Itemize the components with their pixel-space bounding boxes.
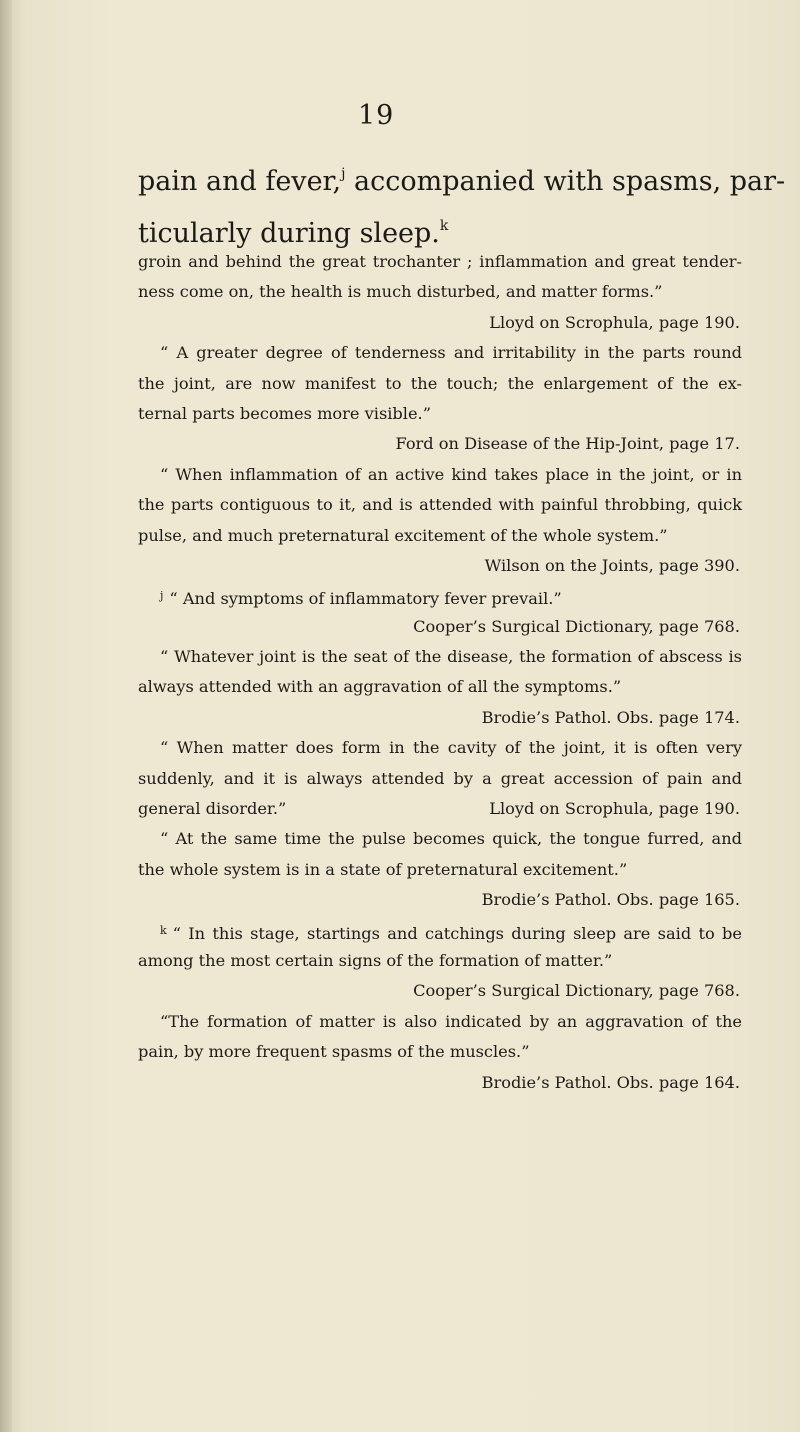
footnote-marker-j: j: [341, 166, 346, 182]
footnote-j-marker: j: [160, 589, 164, 603]
citation: Brodie’s Pathol. Obs. page 164.: [481, 1072, 740, 1092]
footnote-line: suddenly, and it is always attended by a great accession of pain and: [138, 768, 742, 788]
citation: Cooper’s Surgical Dictionary, page 768.: [413, 981, 740, 1001]
footnote-line: the joint, are now manifest to the touch; the enlargement of the ex-: [138, 373, 742, 393]
footnote-line: the whole system is in a state of preternatural excitement.”: [138, 859, 628, 879]
footnote-line: pulse, and much preternatural excitement of the whole system.”: [138, 525, 668, 545]
page-binding-edge: [0, 0, 12, 1432]
citation: Wilson on the Joints, page 390.: [484, 555, 740, 575]
citation: Lloyd on Scrophula, page 190.: [489, 312, 740, 332]
citation: Brodie’s Pathol. Obs. page 165.: [481, 890, 740, 910]
page-number: 19: [358, 100, 395, 131]
footnote-line: the parts contiguous to it, and is attended with painful throbbing, quick: [138, 495, 742, 515]
citation: Ford on Disease of the Hip-Joint, page 17.: [395, 434, 740, 454]
footnote-line: “ At the same time the pulse becomes quick, the tongue furred, and: [160, 829, 742, 849]
footnote-line: “ When matter does form in the cavity of the joint, it is often very: [160, 738, 742, 758]
footnote-line: ternal parts becomes more visible.”: [138, 403, 431, 423]
footnote-line: pain, by more frequent spasms of the muscles.”: [138, 1042, 530, 1062]
main-line-2: ticularly during sleep.$^k$: [138, 218, 449, 249]
footnote-line-with-citation: general disorder.” Lloyd on Scrophula, page 190.: [138, 794, 742, 824]
footnote-line: “ When inflammation of an active kind takes place in the joint, or in: [160, 464, 742, 484]
citation: Cooper’s Surgical Dictionary, page 768.: [413, 616, 740, 636]
footnote-line: among the most certain signs of the formation of matter.”: [138, 950, 613, 970]
main-text: [138, 152, 786, 256]
main-line-1: pain and fever,$^j$ accompanied with spasms, par-: [138, 166, 786, 197]
citation: Brodie’s Pathol. Obs. page 174.: [481, 707, 740, 727]
footnote-line: ness come on, the health is much disturbed, and matter forms.”: [138, 282, 663, 302]
footnote-marker-k: k: [439, 218, 449, 234]
footnotes: [138, 247, 742, 1098]
footnote-k: $^k$ “ In this stage, startings and catchings during sleep are said to be: [160, 923, 742, 943]
footnote-line: groin and behind the great trochanter ; inflammation and great tender-: [138, 252, 742, 271]
footnote-k-marker: k: [160, 923, 167, 937]
footnote-line: always attended with an aggravation of all the symptoms.”: [138, 677, 622, 697]
footnote-line: “ A greater degree of tenderness and irritability in the parts round: [160, 343, 742, 363]
footnote-line: “ Whatever joint is the seat of the disease, the formation of abscess is: [160, 647, 742, 667]
footnote-line: “The formation of matter is also indicated by an aggravation of the: [160, 1011, 742, 1031]
citation: Lloyd on Scrophula, page 190.: [489, 799, 740, 819]
footnote-j: $^j$ “ And symptoms of inflammatory fever prevail.”: [160, 589, 562, 609]
